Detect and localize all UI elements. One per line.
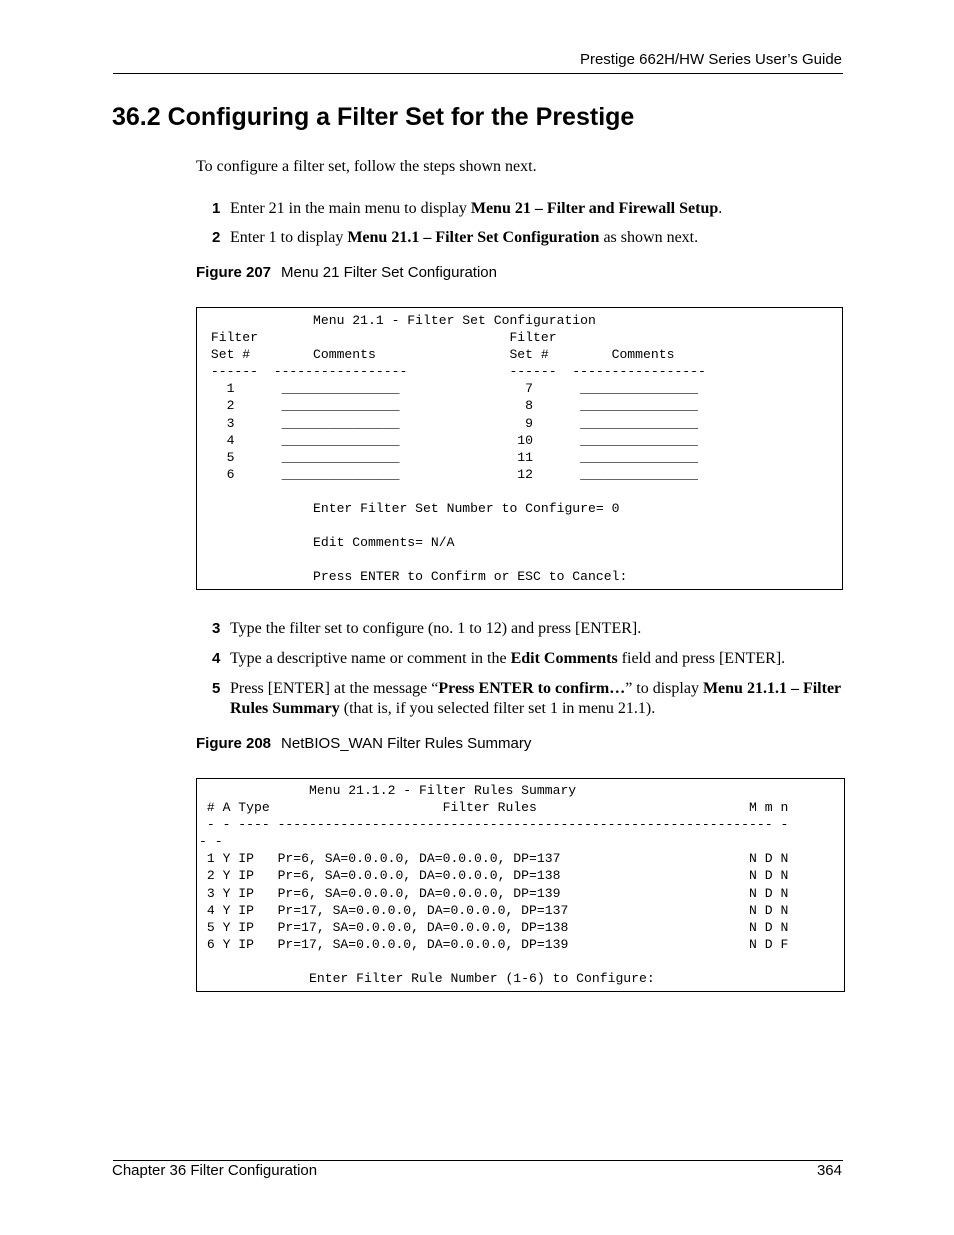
running-header: Prestige 662H/HW Series User’s Guide: [579, 51, 842, 68]
step-5: 5 Press [ENTER] at the message “Press ENTER to confirm…” to display Menu 21.1.1 – Filter Rules Summary (that is, if you selected filter set 1 in menu 21.1).: [212, 680, 841, 717]
figure-title: Menu 21 Filter Set Configuration: [281, 264, 497, 281]
step-1: 1 Enter 21 in the main menu to display Menu 21 – Filter and Firewall Setup.: [212, 200, 723, 217]
step-3: 3 Type the filter set to configure (no. 1 to 12) and press [ENTER].: [212, 620, 642, 637]
figure-208-caption: [196, 735, 531, 752]
figure-208-terminal-screen: [196, 778, 845, 992]
step-number: 1: [212, 200, 221, 217]
message-reference: Press ENTER to confirm…: [438, 680, 626, 697]
step-number: 5: [212, 680, 221, 697]
figure-label: Figure 207: [196, 264, 272, 281]
figure-207-caption: [196, 264, 497, 281]
figure-207-terminal-screen: [196, 307, 843, 590]
terminal-text: Menu 21.1.2 - Filter Rules Summary # A Type Filter Rules M m n - - ---- --------------------------------------------------------------- - - - 1 Y IP Pr=6, SA=0.0.0.0, DA=0.0.0.0, DP=137 N D N 2 Y IP Pr=6, SA=0.0.0.0, DA=0.0.0.0, DP=138 N D N 3 Y IP Pr=6, SA=0.0.0.0, DA=0.0.0.0, DP=139 N D N 4 Y IP Pr=17, SA=0.0.0.0, DA=0.0.0.0, DP=137 N D N 5 Y IP Pr=17, SA=0.0.0.0, DA=0.0.0.0, DP=138 N D N 6 Y IP Pr=17, SA=0.0.0.0, DA=0.0.0.0, DP=139 N D F Enter Filter Rule Number (1-6) to Configure:: [199, 783, 789, 987]
figure-title: NetBIOS_WAN Filter Rules Summary: [281, 735, 532, 752]
field-reference: Edit Comments: [510, 650, 618, 667]
menu-reference: Menu 21 – Filter and Firewall Setup: [470, 200, 719, 217]
page-number: 364: [816, 1162, 842, 1179]
terminal-text: Menu 21.1 - Filter Set Configuration Filter Filter Set # Comments Set # Comments ------ ----------------- ------ ----------------- 1 _______________ 7 _______________ 2 _______________ 8 _______________ 3 _______________ 9 _______________ 4 _______________ 10 _______________ 5 _______________ 11 _______________ 6 _______________ 12 _______________ Enter Filter Set Number to Configure= 0 Edit Comments= N/A Press ENTER to Confirm or ESC to Cancel:: [210, 313, 706, 585]
step-number: 3: [212, 620, 221, 637]
section-title: 36.2 Configuring a Filter Set for the Prestige: [112, 103, 635, 131]
step-number: 4: [212, 650, 221, 667]
figure-label: Figure 208: [196, 735, 272, 752]
header-divider: [113, 73, 843, 74]
menu-reference: Menu 21.1.1 – Filter Rules Summary: [230, 680, 841, 717]
footer-divider: [113, 1160, 843, 1161]
intro-paragraph: To configure a filter set, follow the steps shown next.: [196, 158, 537, 175]
step-2: 2 Enter 1 to display Menu 21.1 – Filter Set Configuration as shown next.: [212, 229, 699, 246]
step-4: 4 Type a descriptive name or comment in the Edit Comments field and press [ENTER].: [212, 650, 786, 667]
menu-reference: Menu 21.1 – Filter Set Configuration: [347, 229, 600, 246]
footer-chapter: Chapter 36 Filter Configuration: [112, 1162, 318, 1179]
step-number: 2: [212, 229, 221, 246]
